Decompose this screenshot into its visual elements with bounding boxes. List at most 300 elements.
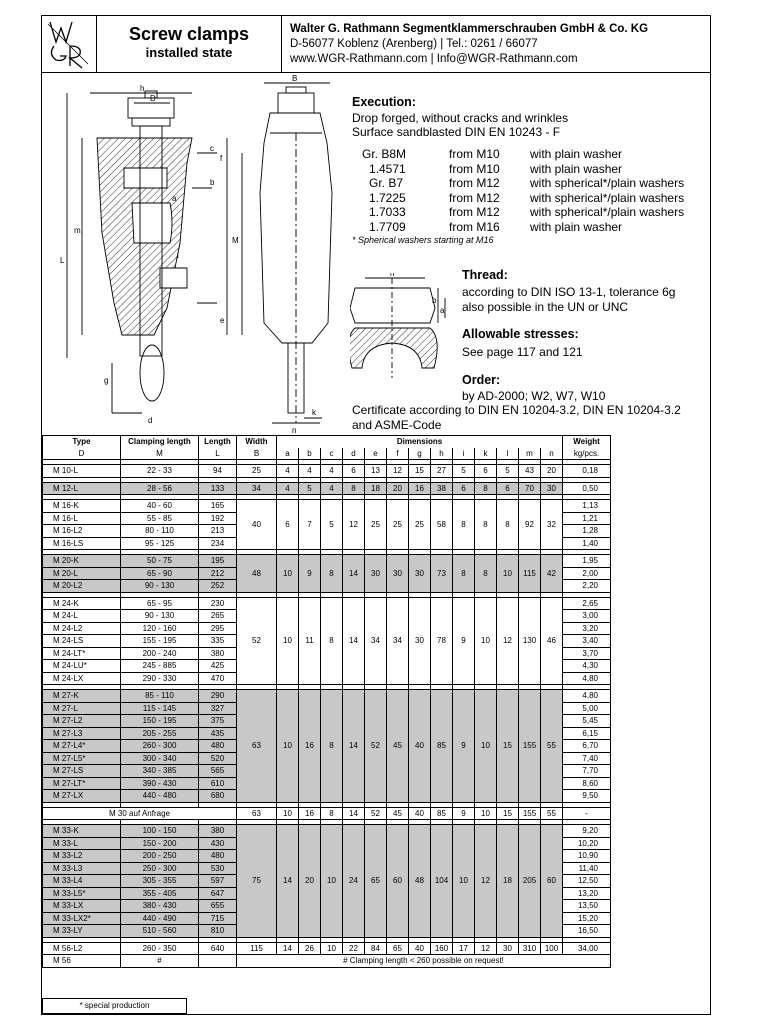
column-subheader: n <box>541 448 563 460</box>
dimension-cell: 16 <box>409 482 431 495</box>
weight-cell: 3,70 <box>563 647 611 660</box>
length-cell: 234 <box>199 537 237 550</box>
weight-cell: 0,18 <box>563 465 611 478</box>
type-cell: M 24-LU* <box>43 660 121 673</box>
spec-table <box>42 435 611 968</box>
dimension-cell: 55 <box>541 690 563 803</box>
execution-line2: Surface sandblasted DIN EN 10243 - F <box>352 125 561 139</box>
clamping-length-cell: 205 - 255 <box>121 727 199 740</box>
length-cell: 640 <box>199 942 237 955</box>
type-cell: M 27-LS <box>43 765 121 778</box>
company-info <box>290 22 648 67</box>
order-line2: Certificate according to DIN EN 10204-3.2, DIN EN 10204-3.2 <box>352 403 681 417</box>
type-cell: M 20-K <box>43 555 121 568</box>
type-cell: M 27-LX <box>43 790 121 803</box>
length-cell: 230 <box>199 597 237 610</box>
clamping-length-cell: 85 - 110 <box>121 690 199 703</box>
dimension-cell: 9 <box>453 807 475 820</box>
clamping-length-cell: 90 - 130 <box>121 580 199 593</box>
weight-cell: 1,95 <box>563 555 611 568</box>
dimension-cell: 48 <box>409 825 431 938</box>
grade-name: Gr. B7 <box>369 176 404 191</box>
dimension-cell: 24 <box>343 825 365 938</box>
dimension-cell: 9 <box>299 555 321 593</box>
dimension-cell: 30 <box>541 482 563 495</box>
dimension-cell: 14 <box>277 825 299 938</box>
dimension-cell: 12 <box>475 825 497 938</box>
weight-cell: 34,00 <box>563 942 611 955</box>
thread-heading: Thread: <box>462 268 508 282</box>
type-cell: M 56-L2 <box>43 942 121 955</box>
clamping-length-cell: 390 - 430 <box>121 777 199 790</box>
weight-cell: 4,80 <box>563 690 611 703</box>
type-cell: M 20-L <box>43 567 121 580</box>
dimension-cell: 7 <box>299 500 321 550</box>
dimension-cell: 26 <box>299 942 321 955</box>
length-cell: 94 <box>199 465 237 478</box>
dimension-cell: 20 <box>299 825 321 938</box>
length-cell: 380 <box>199 647 237 660</box>
table-row <box>43 690 611 703</box>
dimension-cell: 40 <box>409 690 431 803</box>
dimension-cell: 13 <box>365 465 387 478</box>
weight-cell: 6,70 <box>563 740 611 753</box>
type-cell: M 33-LY <box>43 925 121 938</box>
clamping-length-cell: 300 - 340 <box>121 752 199 765</box>
dimension-cell: 14 <box>277 942 299 955</box>
clamping-length-cell: 90 - 130 <box>121 610 199 623</box>
dimension-cell: 4 <box>299 465 321 478</box>
type-cell: M 27-K <box>43 690 121 703</box>
dimension-cell: 45 <box>387 807 409 820</box>
length-cell: 195 <box>199 555 237 568</box>
weight-cell: 1,40 <box>563 537 611 550</box>
dim-label-n: n <box>292 426 297 435</box>
clamping-length-cell: 150 - 195 <box>121 715 199 728</box>
type-cell: M 33-L <box>43 837 121 850</box>
title-box <box>97 16 282 72</box>
dimension-cell: 14 <box>343 690 365 803</box>
clamping-length-cell: 120 - 160 <box>121 622 199 635</box>
order-line3: and ASME-Code <box>352 418 442 432</box>
dimension-cell: 42 <box>541 555 563 593</box>
length-cell: 597 <box>199 875 237 888</box>
dim-label-l: l <box>177 251 179 260</box>
table-row <box>43 500 611 513</box>
dimension-cell: 30 <box>409 555 431 593</box>
stresses-heading: Allowable stresses: <box>462 327 579 341</box>
dimension-cell: 84 <box>365 942 387 955</box>
column-subheader: B <box>237 448 277 460</box>
dimension-cell: 14 <box>343 597 365 685</box>
column-subheader: e <box>365 448 387 460</box>
grade-name: 1.7033 <box>369 205 406 220</box>
weight-cell: 3,00 <box>563 610 611 623</box>
page-title: Screw clamps <box>128 24 250 44</box>
dimension-cell: 8 <box>453 500 475 550</box>
clamping-length-cell: 440 - 480 <box>121 790 199 803</box>
length-cell: 520 <box>199 752 237 765</box>
length-cell: 647 <box>199 887 237 900</box>
column-subheader: c <box>321 448 343 460</box>
thread-label-n: n <box>390 273 395 278</box>
dim-label-g: g <box>104 376 109 385</box>
grade-washer: with plain washer <box>530 220 623 234</box>
dim-label-k: k <box>312 408 316 417</box>
dimension-cell: 55 <box>541 807 563 820</box>
dimension-cell: 63 <box>237 690 277 803</box>
dimension-cell: 38 <box>431 482 453 495</box>
table-subheader-row <box>43 448 611 460</box>
clamping-length-cell: 65 - 90 <box>121 567 199 580</box>
stresses-line1: See page 117 and 121 <box>462 345 583 359</box>
clamping-length-cell: 245 - 885 <box>121 660 199 673</box>
dimension-cell: 14 <box>343 555 365 593</box>
table-row <box>43 465 611 478</box>
column-subheader: m <box>519 448 541 460</box>
grade-name: Gr. B8M <box>362 147 407 161</box>
column-header: Length <box>199 436 237 448</box>
dimension-cell: 22 <box>343 942 365 955</box>
dimension-cell: 8 <box>475 482 497 495</box>
grade-from: from M12 <box>449 176 500 191</box>
clamping-length-cell: 80 - 110 <box>121 525 199 538</box>
length-cell: 335 <box>199 635 237 648</box>
dimension-cell: 27 <box>431 465 453 478</box>
dimension-cell: 18 <box>497 825 519 938</box>
weight-cell: 13,20 <box>563 887 611 900</box>
dimension-cell: 5 <box>299 482 321 495</box>
screw-clamp-drawing <box>42 73 342 435</box>
type-cell: M 33-LX <box>43 900 121 913</box>
dim-label-b: b <box>210 178 215 187</box>
order-line1: by AD-2000; W2, W7, W10 <box>462 389 606 403</box>
dimension-cell: 10 <box>475 597 497 685</box>
dimension-cell: 10 <box>277 690 299 803</box>
dimension-cell: 30 <box>387 555 409 593</box>
dimension-cell: 4 <box>277 482 299 495</box>
table-row <box>43 597 611 610</box>
dimension-cell: 8 <box>321 555 343 593</box>
dimension-cell: 85 <box>431 690 453 803</box>
dim-label-d: d <box>148 416 153 425</box>
dimension-cell: 92 <box>519 500 541 550</box>
length-cell: 530 <box>199 862 237 875</box>
length-cell: 165 <box>199 500 237 513</box>
type-cell: M 33-LX2* <box>43 912 121 925</box>
dimension-cell: 8 <box>475 500 497 550</box>
column-subheader: b <box>299 448 321 460</box>
grade-from: from M10 <box>449 147 500 161</box>
dimension-cell: 10 <box>321 825 343 938</box>
weight-cell: 4,30 <box>563 660 611 673</box>
thread-label-b: b <box>432 296 437 305</box>
dimension-cell: 155 <box>519 807 541 820</box>
length-cell: 212 <box>199 567 237 580</box>
dimension-cell: 5 <box>497 465 519 478</box>
dimension-cell: 10 <box>475 690 497 803</box>
footnote: * special production <box>42 998 187 1014</box>
dim-label-f: f <box>220 154 223 163</box>
weight-cell: 0,50 <box>563 482 611 495</box>
clamping-length-cell: 290 - 330 <box>121 672 199 685</box>
weight-cell: 5,00 <box>563 702 611 715</box>
weight-cell: - <box>563 807 611 820</box>
dimension-cell: 10 <box>277 597 299 685</box>
dimension-cell: 30 <box>497 942 519 955</box>
dimension-cell: 65 <box>365 825 387 938</box>
dimension-cell: 115 <box>237 942 277 955</box>
dimension-cell: 310 <box>519 942 541 955</box>
wgr-logo <box>42 16 97 72</box>
dimension-cell: 8 <box>321 690 343 803</box>
grade-from: from M16 <box>449 220 500 234</box>
type-cell: M 24-K <box>43 597 121 610</box>
dimension-cell: 40 <box>409 942 431 955</box>
dimension-cell: 12 <box>475 942 497 955</box>
dimension-cell: 25 <box>387 500 409 550</box>
dimension-cell: 70 <box>519 482 541 495</box>
dimension-cell: 205 <box>519 825 541 938</box>
company-name: Walter G. Rathmann Segmentklammerschrauben GmbH & Co. KG <box>290 23 649 35</box>
dimension-cell: 8 <box>343 482 365 495</box>
weight-cell: 9,50 <box>563 790 611 803</box>
column-header: Width <box>237 436 277 448</box>
drawing-area <box>42 73 710 448</box>
grade-name: 1.4571 <box>369 161 406 176</box>
column-subheader: d <box>343 448 365 460</box>
column-header: Type <box>43 436 121 448</box>
dimension-cell: 6 <box>453 482 475 495</box>
dimension-cell: 30 <box>409 597 431 685</box>
length-cell: 715 <box>199 912 237 925</box>
dimension-cell: 48 <box>237 555 277 593</box>
dimension-cell: 16 <box>299 807 321 820</box>
dimension-cell: 17 <box>453 942 475 955</box>
dimension-cell: 10 <box>277 807 299 820</box>
clamping-length-cell: 260 - 350 <box>121 942 199 955</box>
weight-cell: 10,90 <box>563 850 611 863</box>
dimension-cell: 34 <box>387 597 409 685</box>
grade-from: from M12 <box>449 205 500 220</box>
type-cell: M 33-K <box>43 825 121 838</box>
column-header: Clamping length <box>121 436 199 448</box>
dimension-cell: 58 <box>431 500 453 550</box>
dim-label-L: L <box>60 256 65 265</box>
type-cell: M 27-L2 <box>43 715 121 728</box>
weight-cell: 7,70 <box>563 765 611 778</box>
length-cell: 810 <box>199 925 237 938</box>
type-cell: M 20-L2 <box>43 580 121 593</box>
dimension-cell: 18 <box>365 482 387 495</box>
table-row <box>43 555 611 568</box>
length-cell: 480 <box>199 740 237 753</box>
dimension-cell: 15 <box>497 690 519 803</box>
weight-cell: 9,20 <box>563 825 611 838</box>
column-subheader: L <box>199 448 237 460</box>
dimension-cell: 14 <box>343 807 365 820</box>
grade-name: 1.7709 <box>369 220 406 234</box>
clamping-length-cell: 340 - 385 <box>121 765 199 778</box>
dimension-cell: 40 <box>409 807 431 820</box>
dimension-cell: 8 <box>321 597 343 685</box>
type-cell: M 16-K <box>43 500 121 513</box>
clamping-length-cell: 50 - 75 <box>121 555 199 568</box>
clamping-length-cell: 115 - 145 <box>121 702 199 715</box>
type-cell: M 10-L <box>43 465 121 478</box>
dimension-cell: 75 <box>237 825 277 938</box>
dimension-cell: 9 <box>453 597 475 685</box>
dimension-cell: 10 <box>475 807 497 820</box>
weight-cell: 1,21 <box>563 512 611 525</box>
table-header-row <box>43 436 611 448</box>
clamping-length-cell: 155 - 195 <box>121 635 199 648</box>
length-cell: 680 <box>199 790 237 803</box>
table-row <box>43 807 611 820</box>
length-cell: 133 <box>199 482 237 495</box>
column-header: Dimensions <box>277 436 563 448</box>
dimension-cell: 52 <box>365 807 387 820</box>
weight-cell: 7,40 <box>563 752 611 765</box>
dimension-cell: 8 <box>453 555 475 593</box>
length-cell: 380 <box>199 825 237 838</box>
dimension-cell: 60 <box>387 825 409 938</box>
dimension-cell: 43 <box>519 465 541 478</box>
dimension-cell: 20 <box>387 482 409 495</box>
dimension-cell: 30 <box>365 555 387 593</box>
type-cell: M 16-L2 <box>43 525 121 538</box>
dimension-cell: 65 <box>387 942 409 955</box>
page-subtitle: installed state <box>145 45 233 60</box>
type-cell: M 27-LT* <box>43 777 121 790</box>
length-cell: 252 <box>199 580 237 593</box>
table-row <box>43 942 611 955</box>
header <box>42 16 710 73</box>
datasheet-frame <box>41 15 711 1015</box>
clamping-length-cell: 380 - 430 <box>121 900 199 913</box>
clamping-length-cell: 95 - 125 <box>121 537 199 550</box>
type-cell: M 12-L <box>43 482 121 495</box>
dim-label-c: c <box>210 144 214 153</box>
clamping-length-cell: 355 - 405 <box>121 887 199 900</box>
type-cell: M 27-L4* <box>43 740 121 753</box>
dimension-cell: 6 <box>277 500 299 550</box>
thread-line2: also possible in the UN or UNC <box>462 300 629 314</box>
length-cell: 470 <box>199 672 237 685</box>
length-cell: 655 <box>199 900 237 913</box>
dimension-cell: 15 <box>497 807 519 820</box>
clamping-length-cell: 40 - 60 <box>121 500 199 513</box>
clamping-length-cell: 22 - 33 <box>121 465 199 478</box>
dimension-cell: 34 <box>237 482 277 495</box>
thread-section-drawing <box>350 273 450 383</box>
grade-from: from M12 <box>449 190 500 205</box>
clamping-length-cell: 510 - 560 <box>121 925 199 938</box>
grade-washer: with plain washer <box>530 147 623 161</box>
dim-label-h: h <box>140 84 145 93</box>
dimension-cell: 4 <box>321 465 343 478</box>
company-address: D-56077 Koblenz (Arenberg) | Tel.: 0261 / 66077 <box>290 38 538 50</box>
type-cell: M 24-LT* <box>43 647 121 660</box>
length-cell: 290 <box>199 690 237 703</box>
dimension-cell: 8 <box>475 555 497 593</box>
length-cell: 327 <box>199 702 237 715</box>
type-cell: M 24-LX <box>43 672 121 685</box>
clamping-length-cell: 100 - 150 <box>121 825 199 838</box>
dimension-cell: 32 <box>541 500 563 550</box>
length-cell: 435 <box>199 727 237 740</box>
weight-cell: 4,80 <box>563 672 611 685</box>
grade-washer: with spherical*/plain washers <box>530 190 685 205</box>
dimension-cell: 8 <box>497 500 519 550</box>
dimension-cell: 25 <box>409 500 431 550</box>
dimension-cell: 60 <box>541 825 563 938</box>
dimension-cell: 115 <box>519 555 541 593</box>
dimension-cell: 130 <box>519 597 541 685</box>
type-cell: M 33-L5* <box>43 887 121 900</box>
weight-cell: 2,65 <box>563 597 611 610</box>
clamping-length-cell: 28 - 56 <box>121 482 199 495</box>
weight-cell: 16,50 <box>563 925 611 938</box>
type-cell: M 33-L3 <box>43 862 121 875</box>
type-cell: M 24-LS <box>43 635 121 648</box>
length-cell: 213 <box>199 525 237 538</box>
dim-label-m: m <box>74 226 81 235</box>
grade-washer: with spherical*/plain washers <box>530 205 685 220</box>
dimension-cell: 52 <box>365 690 387 803</box>
dimension-cell: 12 <box>343 500 365 550</box>
dimension-cell: 16 <box>299 690 321 803</box>
dimension-cell: 25 <box>237 465 277 478</box>
dimension-cell: 12 <box>387 465 409 478</box>
type-cell: M 30 auf Anfrage <box>43 807 237 820</box>
length-cell: 430 <box>199 837 237 850</box>
dimension-cell: 160 <box>431 942 453 955</box>
dimension-cell: 10 <box>277 555 299 593</box>
dimension-cell: 15 <box>409 465 431 478</box>
weight-cell: 11,40 <box>563 862 611 875</box>
thread-line1: according to DIN ISO 13-1, tolerance 6g <box>462 285 676 299</box>
dimension-cell: 10 <box>453 825 475 938</box>
clamping-length-cell: 305 - 355 <box>121 875 199 888</box>
dimension-cell: 85 <box>431 807 453 820</box>
weight-cell: 12,50 <box>563 875 611 888</box>
weight-cell: 1,13 <box>563 500 611 513</box>
company-web: www.WGR-Rathmann.com | Info@WGR-Rathmann.com <box>290 53 578 65</box>
column-subheader: f <box>387 448 409 460</box>
weight-cell: 3,20 <box>563 622 611 635</box>
column-subheader: i <box>453 448 475 460</box>
dimension-cell: 6 <box>475 465 497 478</box>
column-header: Weight <box>563 436 611 448</box>
column-subheader: kg/pcs. <box>563 448 611 460</box>
clamping-length-cell: 200 - 250 <box>121 850 199 863</box>
length-cell: 565 <box>199 765 237 778</box>
clamping-length-cell: # <box>121 955 199 968</box>
weight-cell: 8,60 <box>563 777 611 790</box>
dimension-cell: 25 <box>365 500 387 550</box>
type-cell: M 27-L5* <box>43 752 121 765</box>
clamping-length-cell: 65 - 95 <box>121 597 199 610</box>
weight-cell: 1,28 <box>563 525 611 538</box>
type-cell: M 27-L3 <box>43 727 121 740</box>
dim-label-a: a <box>172 194 177 203</box>
weight-cell: 10,20 <box>563 837 611 850</box>
dimension-cell: 5 <box>321 500 343 550</box>
spherical-note: * Spherical washers starting at M16 <box>352 235 494 245</box>
length-cell <box>199 955 237 968</box>
order-heading: Order: <box>462 373 501 387</box>
